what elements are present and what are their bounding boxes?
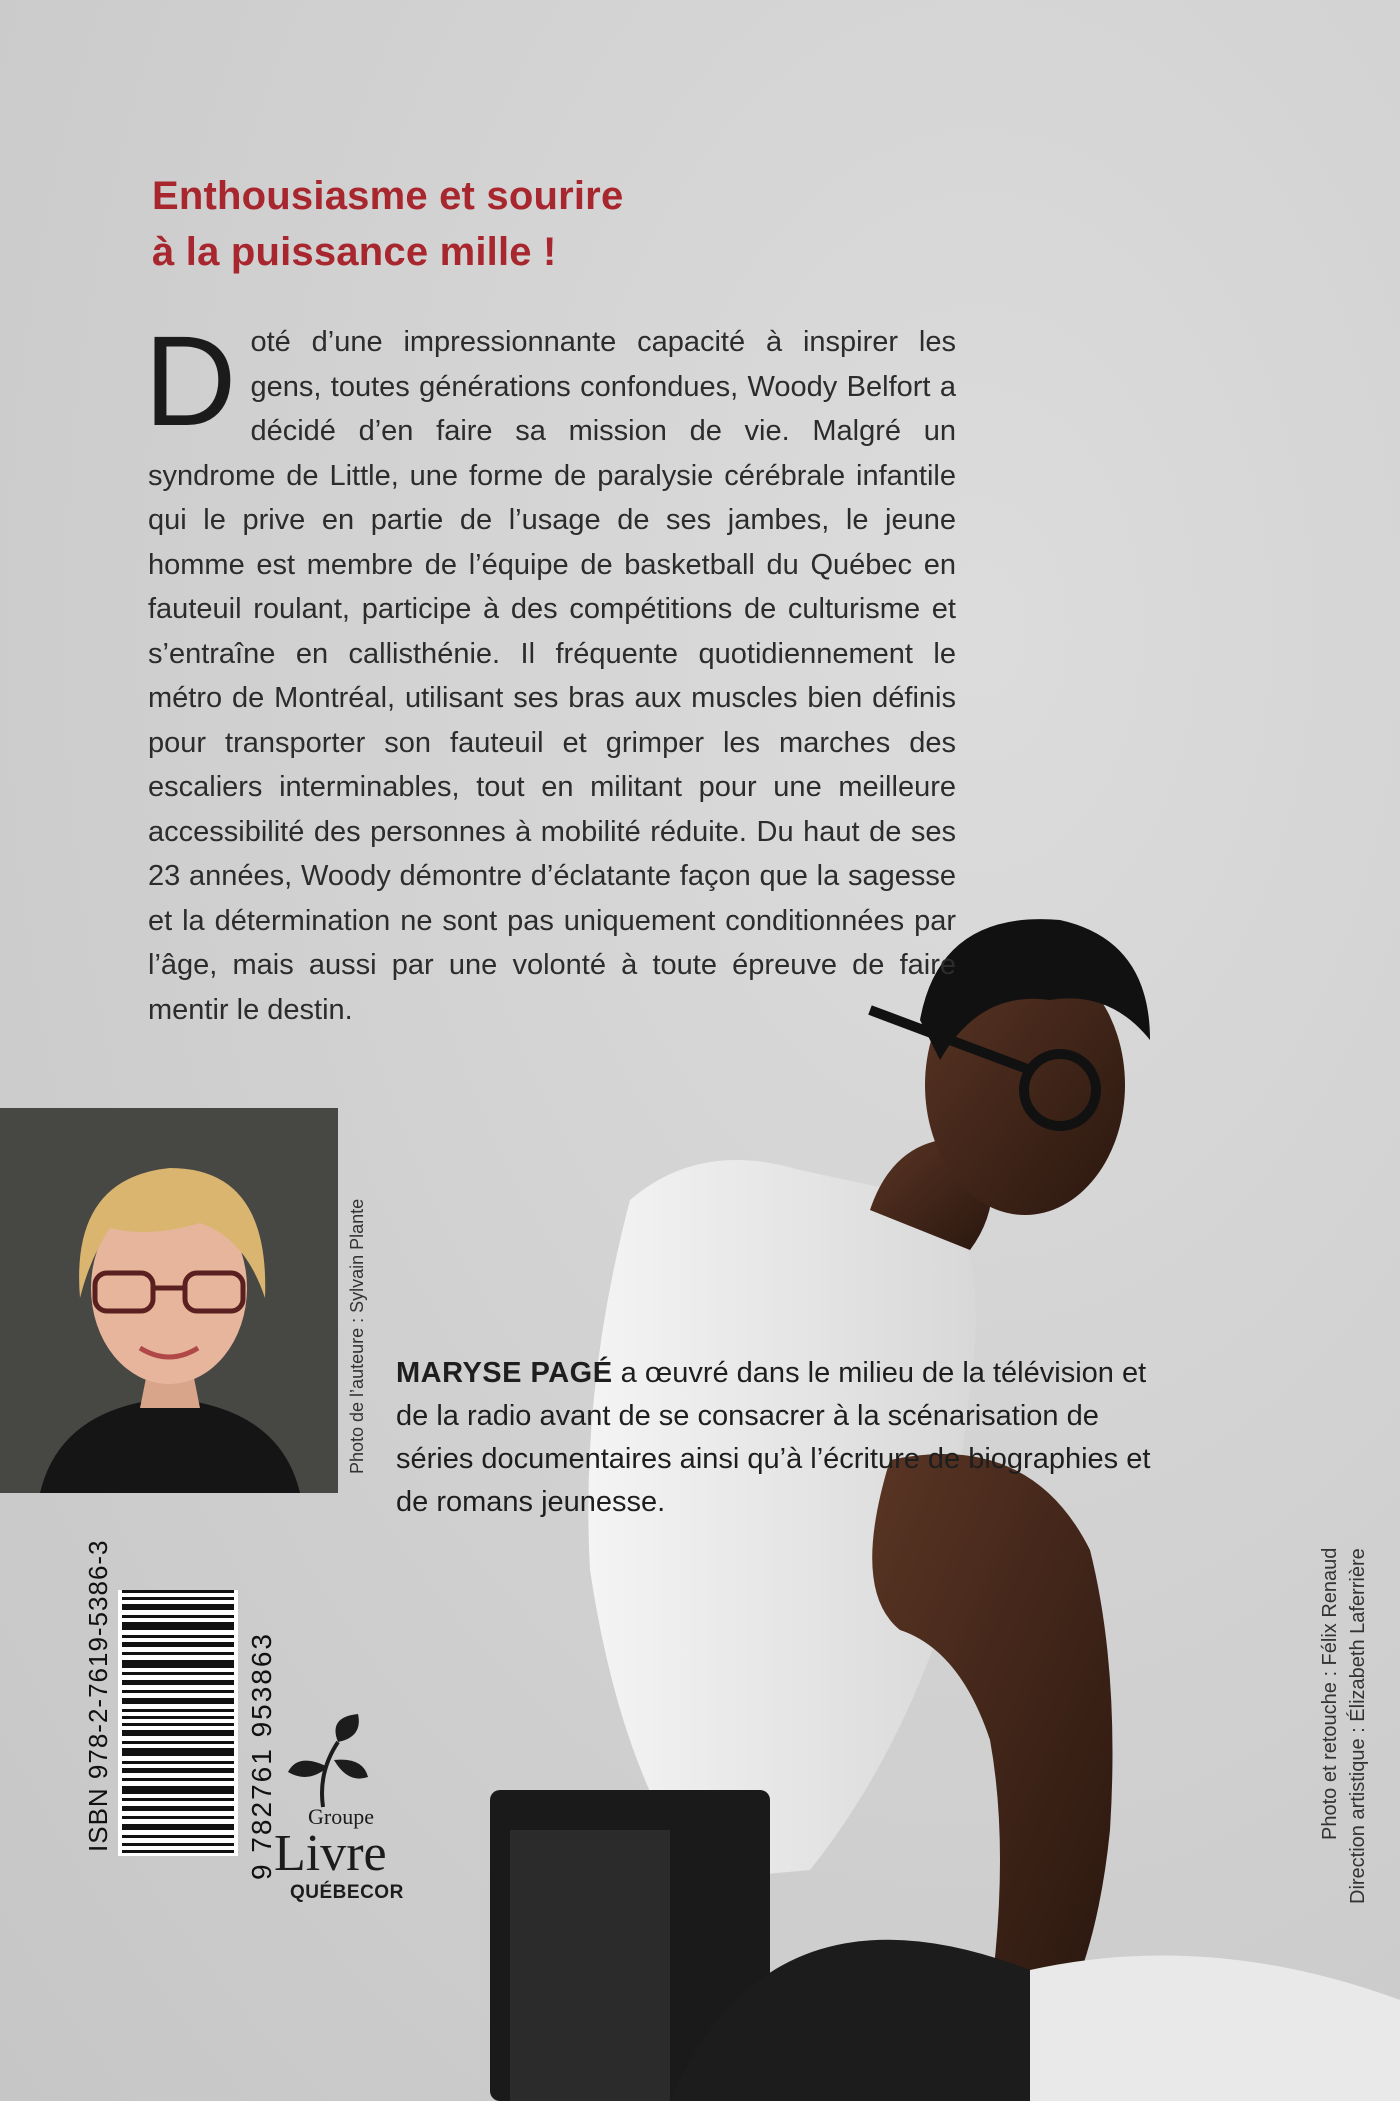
publisher-groupe: Groupe <box>308 1804 374 1829</box>
author-name: MARYSE PAGÉ <box>396 1357 613 1389</box>
publisher-quebecor: QUÉBECOR <box>290 1882 404 1903</box>
publisher-livre: Livre <box>274 1825 387 1882</box>
isbn-label: ISBN 978-2-7619-5386-3 <box>83 1539 113 1852</box>
publisher-logo <box>228 1712 418 1912</box>
book-blurb <box>144 310 956 1032</box>
headline-line-2: à la puissance mille ! <box>152 230 557 274</box>
drop-cap: D <box>144 310 237 453</box>
art-direction-credit: Direction artistique : Élizabeth Laferrière <box>1347 1548 1369 1904</box>
leaf-icon <box>268 1712 378 1812</box>
author-photo-credit: Photo de l’auteure : Sylvain Plante <box>347 1198 367 1474</box>
author-bio-text: a œuvré dans le milieu de la télévision et de la radio avant de se consacrer à la scénarisation de séries documentaires ainsi qu’à l’écriture de biographies et de romans jeunesse. <box>396 1357 1151 1518</box>
photo-credit: Photo et retouche : Félix Renaud <box>1319 1547 1341 1840</box>
blurb-text: oté d’une impressionnante capacité à inspirer les gens, toutes générations confondues, Woody Belfort a décidé d’en faire sa mission de vie. Malgré un syndrome de Little, une forme de paralysie cérébrale infantile qui le prive en partie de l’usage de ses jambes, le jeune homme est membre de l’équipe de basketball du Québec en fauteuil roulant, participe à des compétitions de culturisme et s’entraîne en callisthénie. Il fréquente quotidiennement le métro de Montréal, utilisant ses bras aux muscles bien définis pour transporter son fauteuil et grimper les marches des escaliers interminables, tout en militant pour une meilleure accessibilité des personnes à mobilité réduite. Du haut de ses 23 années, Woody démontre d’éclatante façon que la sagesse et la détermination ne sont pas uniquement conditionnées par l’âge, mais aussi par une volonté à toute épreuve de faire mentir le destin. <box>148 326 956 1026</box>
headline <box>152 168 852 280</box>
headline-line-1: Enthousiasme et sourire <box>152 174 624 218</box>
barcode <box>118 1590 238 1856</box>
barcode-digits: 9 782761 953863 <box>246 1632 277 1880</box>
author-bio <box>396 1352 1152 1524</box>
author-photo <box>0 1108 338 1493</box>
